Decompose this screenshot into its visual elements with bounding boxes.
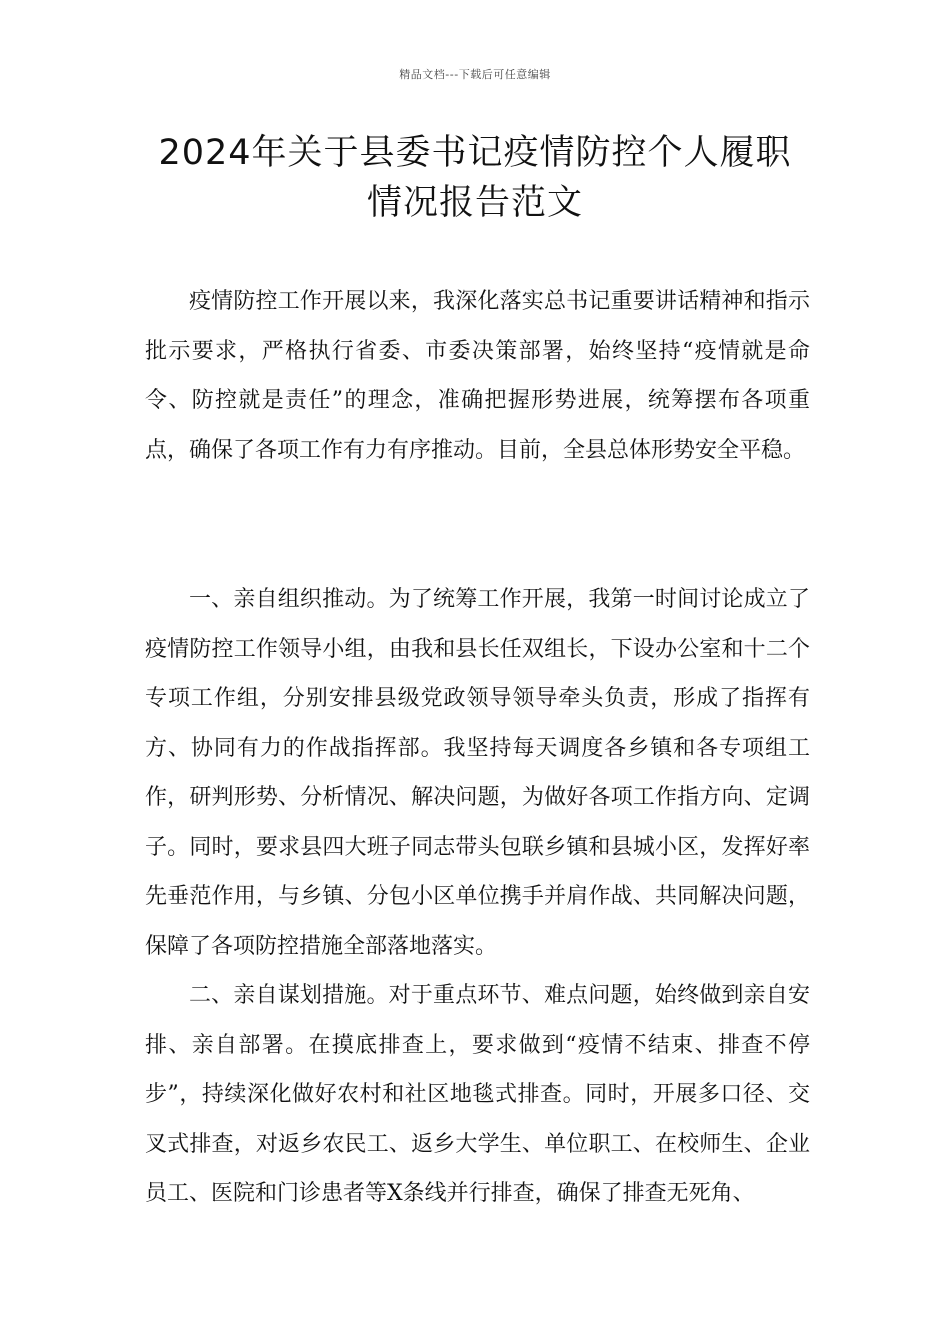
body-section-one: [145, 575, 810, 971]
title-line-2: 情况报告范文: [366, 183, 583, 223]
document-title: [120, 128, 830, 228]
paragraph-intro: 疫情防控工作开展以来，我深化落实总书记重要讲话精神和指示批示要求，严格执行省委、市委决策部署，始终坚持“疫情就是命令、防控就是责任”的理念，准确把握形势进展，统筹摆布各项重点，确保了各项工作有力有序推动。目前，全县总体形势安全平稳。: [145, 289, 810, 463]
title-line-1: 2024年关于县委书记疫情防控个人履职: [158, 133, 792, 173]
paragraph-organize: 一、亲自组织推动。为了统筹工作开展，我第一时间讨论成立了疫情防控工作领导小组，由我和县长任双组长，下设办公室和十二个专项工作组，分别安排县级党政领导领导牵头负责，形成了指挥有方、协同有力的作战指挥部。我坚持每天调度各乡镇和各专项组工作，研判形势、分析情况、解决问题，为做好各项工作指方向、定调子。同时，要求县四大班子同志带头包联乡镇和县城小区，发挥好率先垂范作用，与乡镇、分包小区单位携手并肩作战、共同解决问题，保障了各项防控措施全部落地落实。: [145, 587, 810, 959]
body-section-two: [145, 971, 810, 1219]
paragraph-measures: 二、亲自谋划措施。对于重点环节、难点问题，始终做到亲自安排、亲自部署。在摸底排查上，要求做到“疫情不结束、排查不停步”，持续深化做好农村和社区地毯式排查。同时，开展多口径、交叉式排查，对返乡农民工、返乡大学生、单位职工、在校师生、企业员工、医院和门诊患者等X条线并行排查，确保了排查无死角、: [145, 983, 810, 1206]
header-note: 精品文档---下载后可任意编辑: [399, 68, 551, 81]
body-section-intro: [145, 277, 810, 475]
